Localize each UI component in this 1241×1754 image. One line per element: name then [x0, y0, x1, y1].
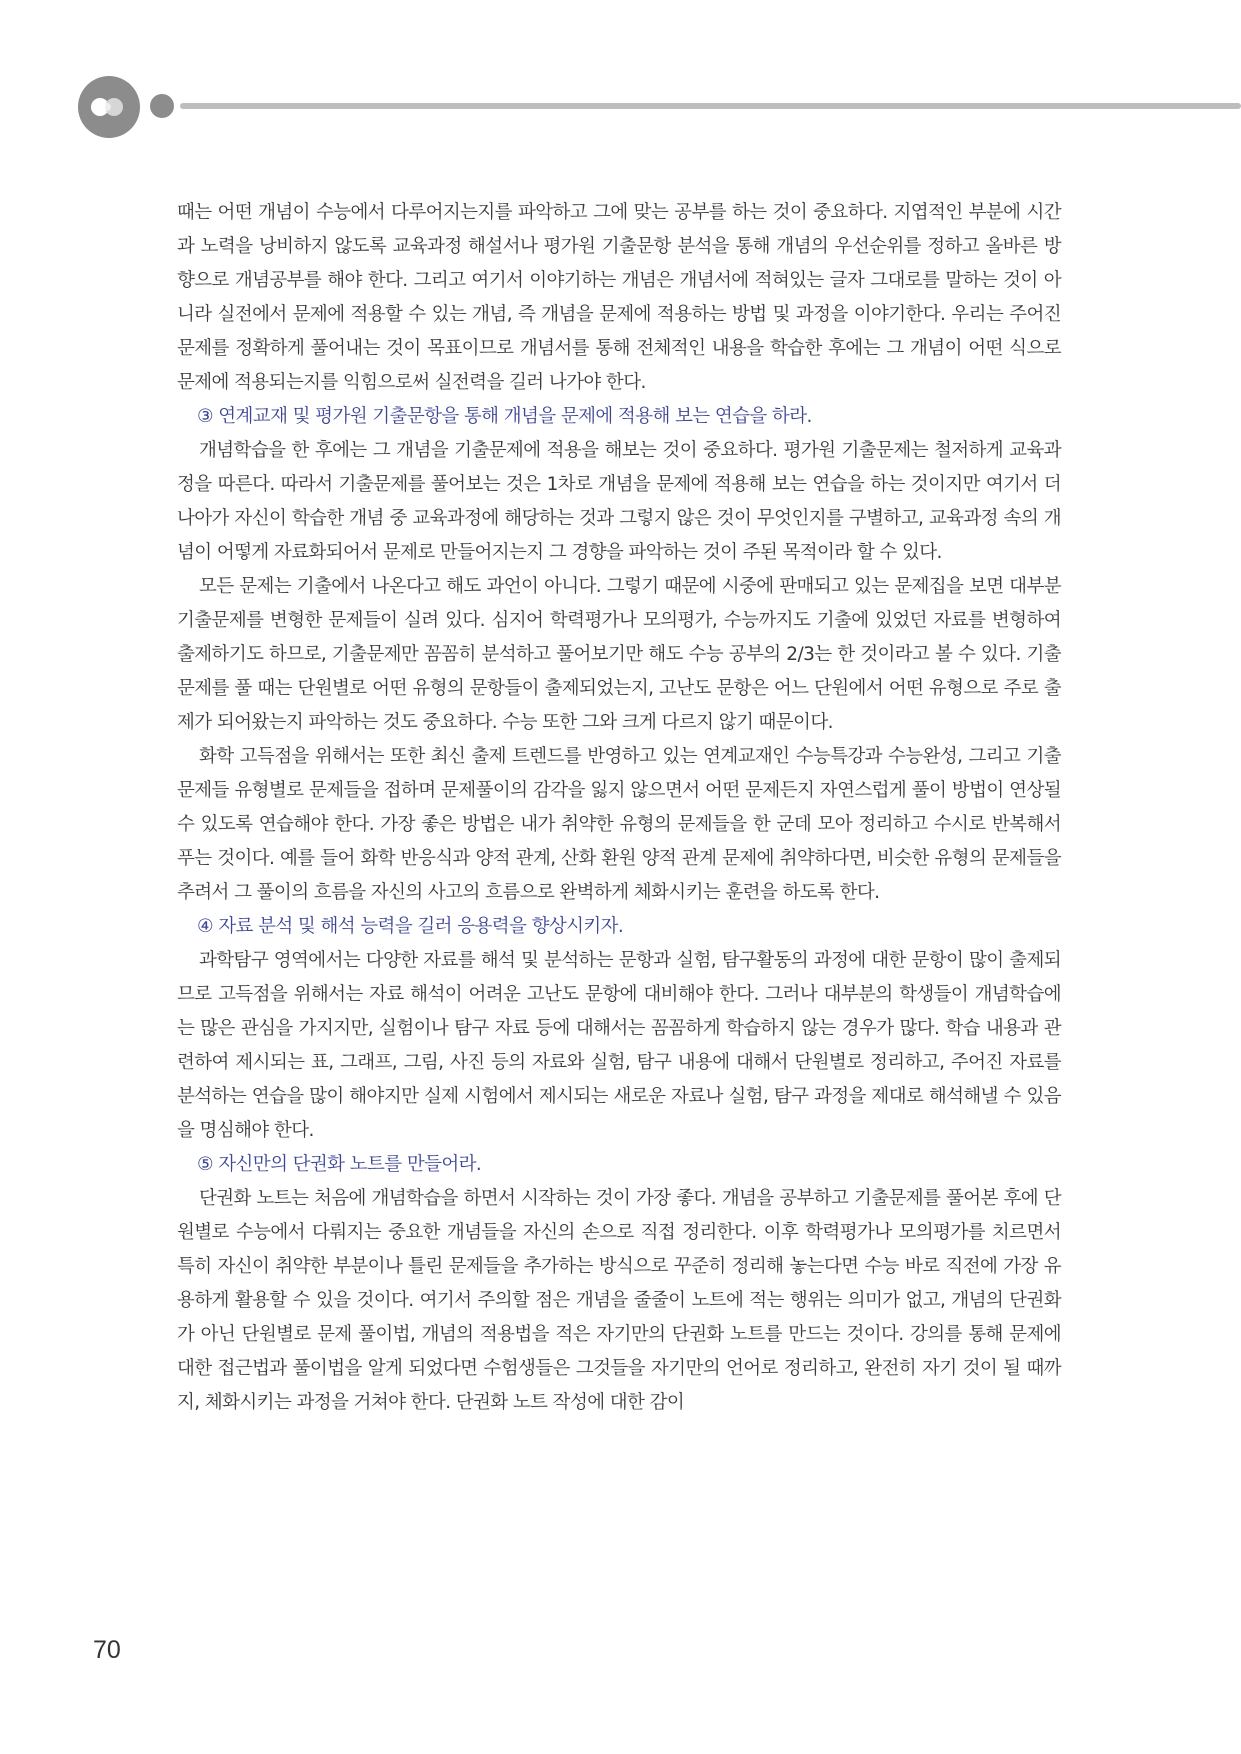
section-heading: ③ 연계교재 및 평가원 기출문항을 통해 개념을 문제에 적용해 보는 연습을 하라.	[197, 406, 812, 427]
paragraph: 화학 고득점을 위해서는 또한 최신 출제 트렌드를 반영하고 있는 연계교재인 수능특강과 수능완성, 그리고 기출문제들 유형별로 문제들을 접하며 문제풀이의 감각을 잃지 않으면서 어떤 문제든지 자연스럽게 풀이 방법이 연상될 수 있도록 연습해야 한다. 가장 좋은 방법은 내가 취약한 유형의 문제들을 한 군데 모아 정리하고 수시로 반복해서 푸는 것이다. 예를 들어 화학 반응식과 양적 관계, 산화 환원 양적 관계 문제에 취약하다면, 비슷한 유형의 문제들을 추려서 그 풀이의 흐름을 자신의 사고의 흐름으로 완벽하게 체화시키는 훈련을 하도록 한다.	[177, 746, 1061, 903]
page-number: 70	[93, 1636, 121, 1664]
paragraph: 과학탐구 영역에서는 다양한 자료를 해석 및 분석하는 문항과 실험, 탐구활동의 과정에 대한 문항이 많이 출제되므로 고득점을 위해서는 자료 해석이 어려운 고난도 문항에 대비해야 한다. 그러나 대부분의 학생들이 개념학습에는 많은 관심을 가지지만, 실험이나 탐구 자료 등에 대해서는 꼼꼼하게 학습하지 않는 경우가 많다. 학습 내용과 관련하여 제시되는 표, 그래프, 그림, 사진 등의 자료와 실험, 탐구 내용에 대해서 단원별로 정리하고, 주어진 자료를 분석하는 연습을 많이 해야지만 실제 시험에서 제시되는 새로운 자료나 실험, 탐구 과정을 제대로 해석해낼 수 있음을 명심해야 한다.	[177, 950, 1061, 1141]
chapter-logo-icon	[78, 76, 140, 138]
paragraph: 모든 문제는 기출에서 나온다고 해도 과언이 아니다. 그렇기 때문에 시중에 판매되고 있는 문제집을 보면 대부분 기출문제를 변형한 문제들이 실려 있다. 심지어 학력평가나 모의평가, 수능까지도 기출에 있었던 자료를 변형하여 출제하기도 하므로, 기출문제만 꼼꼼히 분석하고 풀어보기만 해도 수능 공부의 2/3는 한 것이라고 볼 수 있다. 기출문제를 풀 때는 단원별로 어떤 유형의 문항들이 출제되었는지, 고난도 문항은 어느 단원에서 어떤 유형으로 주로 출제가 되어왔는지 파악하는 것도 중요하다. 수능 또한 그와 크게 다르지 않기 때문이다.	[177, 576, 1061, 733]
section-heading: ④ 자료 분석 및 해석 능력을 길러 응용력을 향상시키자.	[197, 916, 624, 937]
paragraph: 개념학습을 한 후에는 그 개념을 기출문제에 적용을 해보는 것이 중요하다. 평가원 기출문제는 철저하게 교육과정을 따른다. 따라서 기출문제를 풀어보는 것은 1차로 개념을 문제에 적용해 보는 연습을 하는 것이지만 여기서 더 나아가 자신이 학습한 개념 중 교육과정에 해당하는 것과 그렇지 않은 것이 무엇인지를 구별하고, 교육과정 속의 개념이 어떻게 자료화되어서 문제로 만들어지는지 그 경향을 파악하는 것이 주된 목적이라 할 수 있다.	[177, 440, 1061, 563]
paragraph: 단권화 노트는 처음에 개념학습을 하면서 시작하는 것이 가장 좋다. 개념을 공부하고 기출문제를 풀어본 후에 단원별로 수능에서 다뤄지는 중요한 개념들을 자신의 손으로 직접 정리한다. 이후 학력평가나 모의평가를 치르면서 특히 자신이 취약한 부분이나 틀린 문제들을 추가하는 방식으로 꾸준히 정리해 놓는다면 수능 바로 직전에 가장 유용하게 활용할 수 있을 것이다. 여기서 주의할 점은 개념을 줄줄이 노트에 적는 행위는 의미가 없고, 개념의 단권화가 아닌 단원별로 문제 풀이법, 개념의 적용법을 적은 자기만의 단권화 노트를 만드는 것이다. 강의를 통해 문제에 대한 접근법과 풀이법을 알게 되었다면 수험생들은 그것들을 자기만의 언어로 정리하고, 완전히 자기 것이 될 때까지, 체화시키는 과정을 거쳐야 한다. 단권화 노트 작성에 대한 감이	[177, 1188, 1061, 1413]
page-body	[177, 196, 1061, 1420]
section-heading: ⑤ 자신만의 단권화 노트를 만들어라.	[197, 1154, 482, 1175]
header-rule	[180, 103, 1241, 109]
paragraph: 때는 어떤 개념이 수능에서 다루어지는지를 파악하고 그에 맞는 공부를 하는 것이 중요하다. 지엽적인 부분에 시간과 노력을 낭비하지 않도록 교육과정 해설서나 평가원 기출문항 분석을 통해 개념의 우선순위를 정하고 올바른 방향으로 개념공부를 해야 한다. 그리고 여기서 이야기하는 개념은 개념서에 적혀있는 글자 그대로를 말하는 것이 아니라 실전에서 문제에 적용할 수 있는 개념, 즉 개념을 문제에 적용하는 방법 및 과정을 이야기한다. 우리는 주어진 문제를 정확하게 풀어내는 것이 목표이므로 개념서를 통해 전체적인 내용을 학습한 후에는 그 개념이 어떤 식으로 문제에 적용되는지를 익힘으로써 실전력을 길러 나가야 한다.	[177, 202, 1061, 393]
header-dot-icon	[150, 94, 174, 118]
